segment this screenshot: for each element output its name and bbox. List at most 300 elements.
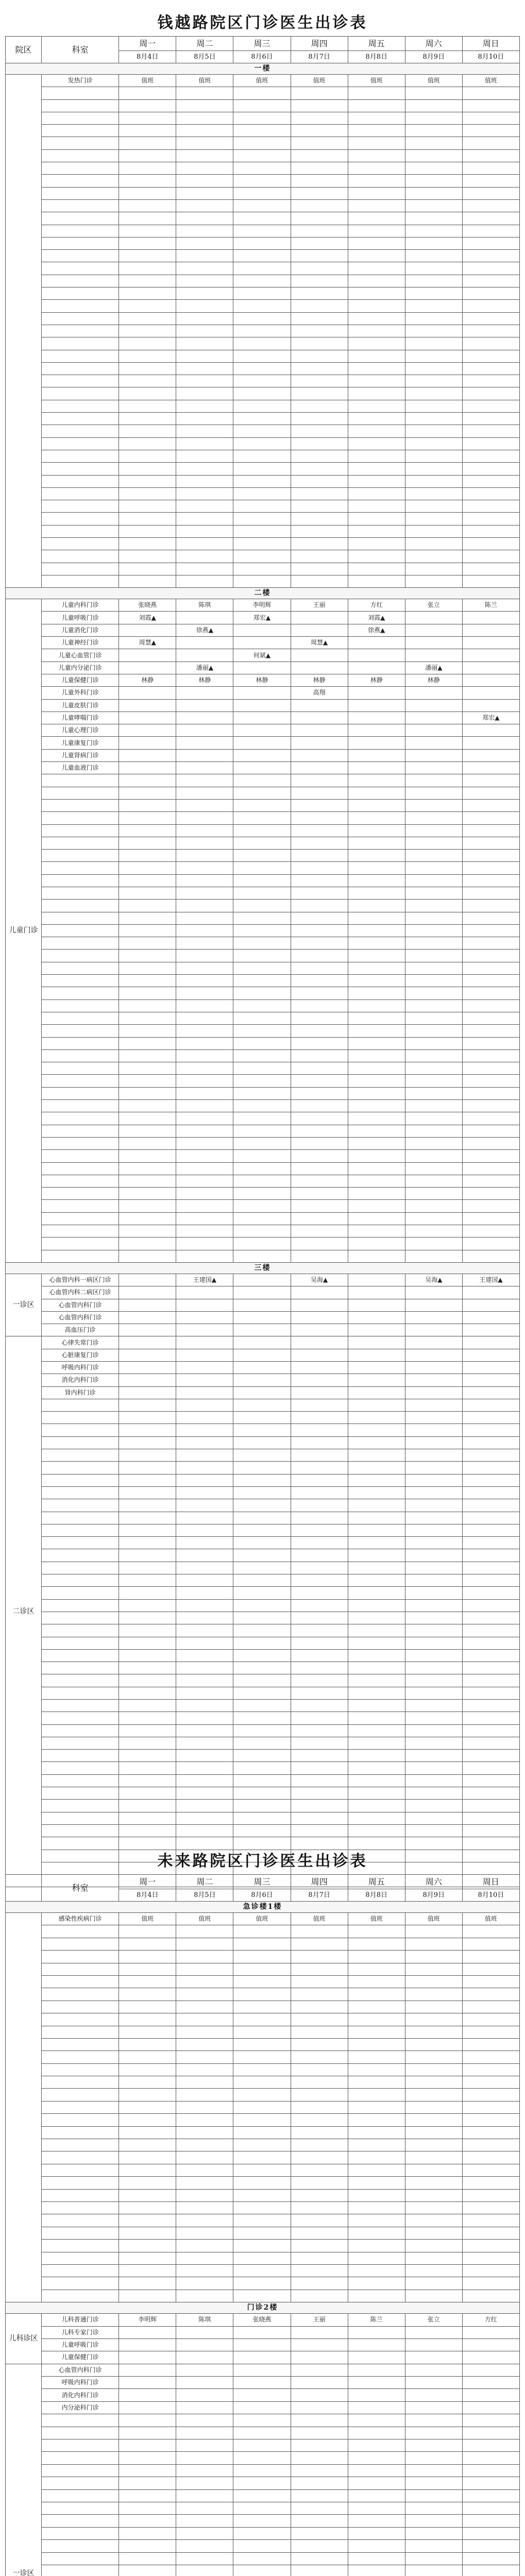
doctor-cell — [233, 2464, 291, 2477]
doctor-cell — [405, 1049, 462, 1062]
table-row — [6, 1324, 520, 1336]
dept-cell — [42, 2013, 119, 2026]
doctor-cell — [348, 774, 405, 787]
area-header: 院区 — [6, 37, 42, 63]
doctor-cell — [233, 1800, 291, 1812]
dept-cell: 儿童康复门诊 — [42, 737, 119, 749]
doctor-cell — [348, 1137, 405, 1149]
doctor-cell — [119, 812, 176, 824]
table-row — [6, 500, 520, 513]
doctor-cell — [291, 837, 348, 849]
doctor-cell — [233, 687, 291, 699]
doctor-cell — [405, 1361, 462, 1374]
doctor-cell — [176, 362, 233, 375]
doctor-cell — [462, 525, 519, 537]
doctor-cell — [176, 1599, 233, 1612]
doctor-cell — [348, 1574, 405, 1587]
doctor-cell — [291, 325, 348, 337]
doctor-cell — [176, 1175, 233, 1187]
doctor-cell — [119, 199, 176, 212]
dept-cell: 儿童皮肤门诊 — [42, 699, 119, 711]
table-row — [6, 1824, 520, 1837]
doctor-cell — [348, 1649, 405, 1662]
doctor-cell — [348, 1524, 405, 1536]
doctor-cell — [405, 1687, 462, 1699]
doctor-cell — [291, 337, 348, 350]
dept-cell — [42, 463, 119, 475]
doctor-cell — [119, 2201, 176, 2214]
doctor-cell — [233, 2527, 291, 2539]
doctor-cell — [119, 413, 176, 425]
doctor-cell — [405, 1075, 462, 1087]
doctor-cell — [348, 362, 405, 375]
doctor-cell — [119, 1951, 176, 1963]
doctor-cell — [233, 1250, 291, 1262]
doctor-cell: 值班 — [176, 1913, 233, 1925]
doctor-cell — [291, 1075, 348, 1087]
table-row — [6, 87, 520, 99]
doctor-cell — [176, 1188, 233, 1200]
doctor-cell — [462, 1486, 519, 1499]
dept-cell — [42, 1951, 119, 1963]
doctor-cell: 值班 — [462, 75, 519, 87]
doctor-cell — [348, 99, 405, 112]
doctor-cell — [291, 1225, 348, 1238]
table-row — [6, 1225, 520, 1238]
doctor-cell — [405, 1311, 462, 1324]
dept-cell — [42, 2126, 119, 2139]
table-row — [6, 2338, 520, 2351]
doctor-cell — [291, 175, 348, 187]
doctor-cell — [176, 724, 233, 737]
doctor-cell — [348, 2164, 405, 2176]
doctor-cell — [291, 125, 348, 137]
table-row — [6, 737, 520, 749]
table-row — [6, 1587, 520, 1599]
doctor-cell — [291, 1299, 348, 1311]
doctor-cell — [233, 2264, 291, 2277]
dept-cell — [42, 1624, 119, 1637]
doctor-cell — [233, 1311, 291, 1324]
doctor-cell — [348, 1837, 405, 1850]
dept-cell — [42, 1737, 119, 1749]
doctor-cell — [233, 1037, 291, 1049]
dept-cell — [42, 87, 119, 99]
doctor-cell — [176, 2189, 233, 2201]
doctor-cell — [348, 513, 405, 525]
doctor-cell — [176, 312, 233, 325]
doctor-cell — [119, 2464, 176, 2477]
doctor-cell — [119, 450, 176, 462]
doctor-cell — [348, 325, 405, 337]
doctor-cell — [462, 1549, 519, 1562]
doctor-cell — [462, 2477, 519, 2489]
table-row — [6, 1737, 520, 1749]
doctor-cell — [119, 1049, 176, 1062]
doctor-cell — [233, 99, 291, 112]
doctor-cell — [119, 2351, 176, 2364]
doctor-cell — [462, 2201, 519, 2214]
doctor-cell — [119, 1524, 176, 1536]
doctor-cell — [233, 1812, 291, 1824]
table-row — [6, 1963, 520, 1975]
doctor-cell — [405, 2502, 462, 2514]
doctor-cell — [405, 1975, 462, 1988]
doctor-cell — [405, 387, 462, 400]
dept-cell — [42, 1499, 119, 1512]
dept-cell — [42, 1474, 119, 1486]
table-row — [6, 1687, 520, 1699]
doctor-cell — [233, 1963, 291, 1975]
doctor-cell — [291, 924, 348, 937]
doctor-cell — [462, 1250, 519, 1262]
doctor-cell — [348, 1549, 405, 1562]
dept-cell — [42, 1100, 119, 1112]
doctor-cell — [462, 1963, 519, 1975]
doctor-cell — [348, 711, 405, 724]
dept-cell — [42, 874, 119, 887]
doctor-cell — [405, 187, 462, 199]
table-row — [6, 612, 520, 624]
doctor-cell — [348, 2364, 405, 2376]
dept-cell — [42, 2277, 119, 2290]
doctor-cell — [348, 1988, 405, 2001]
table-row — [6, 2464, 520, 2477]
doctor-cell — [462, 1524, 519, 1536]
doctor-cell — [462, 1812, 519, 1824]
doctor-cell — [119, 862, 176, 874]
doctor-cell — [348, 425, 405, 437]
doctor-cell — [462, 2414, 519, 2427]
doctor-cell — [462, 1324, 519, 1336]
doctor-cell — [291, 1737, 348, 1749]
doctor-cell — [462, 1925, 519, 1938]
doctor-cell — [119, 475, 176, 487]
doctor-cell — [348, 400, 405, 412]
doctor-cell — [348, 1311, 405, 1324]
doctor-cell — [291, 2240, 348, 2252]
doctor-cell — [119, 662, 176, 674]
doctor-cell — [233, 1025, 291, 1037]
table-row — [6, 749, 520, 761]
dept-cell — [42, 1837, 119, 1850]
doctor-cell — [233, 312, 291, 325]
doctor-cell — [291, 1412, 348, 1424]
dept-cell — [42, 1212, 119, 1225]
dept-cell — [42, 2038, 119, 2050]
table-row — [6, 1087, 520, 1099]
doctor-cell — [405, 1762, 462, 1774]
table-row — [6, 799, 520, 811]
doctor-cell — [291, 2038, 348, 2050]
doctor-cell — [405, 2489, 462, 2502]
doctor-cell — [348, 1975, 405, 1988]
dept-cell — [42, 1524, 119, 1536]
dept-cell — [42, 1824, 119, 1837]
doctor-cell — [233, 1774, 291, 1787]
doctor-cell — [462, 874, 519, 887]
doctor-cell — [233, 724, 291, 737]
doctor-cell — [119, 1512, 176, 1524]
dept-cell: 儿童哮喘门诊 — [42, 711, 119, 724]
dept-cell: 儿童保健门诊 — [42, 2351, 119, 2364]
doctor-cell — [348, 1436, 405, 1449]
dept-cell — [42, 437, 119, 450]
doctor-cell — [405, 2189, 462, 2201]
doctor-cell — [291, 2076, 348, 2089]
date-header: 8月8日 — [348, 51, 405, 63]
table-row — [6, 1412, 520, 1424]
doctor-cell — [291, 2364, 348, 2376]
doctor-cell — [119, 1112, 176, 1125]
doctor-cell — [462, 1374, 519, 1386]
doctor-cell: 张晓燕 — [119, 599, 176, 612]
doctor-cell — [119, 2101, 176, 2113]
table-row — [6, 1424, 520, 1436]
doctor-cell — [291, 2540, 348, 2552]
table-row — [6, 2089, 520, 2101]
doctor-cell — [291, 2401, 348, 2414]
doctor-cell — [176, 2114, 233, 2126]
doctor-cell — [233, 487, 291, 500]
doctor-cell — [176, 513, 233, 525]
doctor-cell — [291, 350, 348, 362]
doctor-cell — [348, 975, 405, 987]
doctor-cell — [291, 287, 348, 300]
doctor-cell: 值班 — [348, 75, 405, 87]
doctor-cell — [462, 824, 519, 837]
doctor-cell — [233, 837, 291, 849]
doctor-cell — [291, 874, 348, 887]
dept-cell — [42, 1012, 119, 1024]
doctor-cell: 陈兰 — [462, 599, 519, 612]
doctor-cell — [233, 2013, 291, 2026]
doctor-cell — [176, 2326, 233, 2338]
doctor-cell — [348, 2502, 405, 2514]
table-row — [6, 1212, 520, 1225]
doctor-cell — [348, 1674, 405, 1687]
doctor-cell — [176, 1150, 233, 1162]
date-header: 8月10日 — [462, 1889, 519, 1902]
table-row — [6, 812, 520, 824]
doctor-cell — [462, 687, 519, 699]
dept-cell — [42, 2489, 119, 2502]
dept-cell — [42, 1462, 119, 1474]
doctor-cell — [291, 1938, 348, 1950]
doctor-cell — [291, 887, 348, 900]
doctor-cell — [291, 225, 348, 237]
doctor-cell — [405, 537, 462, 550]
doctor-cell — [462, 749, 519, 761]
doctor-cell — [348, 824, 405, 837]
table-row — [6, 1524, 520, 1536]
doctor-cell — [233, 350, 291, 362]
table-row — [6, 537, 520, 550]
table-row — [6, 699, 520, 711]
dept-cell — [42, 850, 119, 862]
doctor-cell — [348, 463, 405, 475]
date-header: 8月7日 — [291, 1889, 348, 1902]
doctor-cell — [348, 862, 405, 874]
doctor-cell — [405, 1562, 462, 1574]
doctor-cell — [291, 1524, 348, 1536]
day-header: 周二 — [176, 37, 233, 51]
doctor-cell: 王建国▲ — [176, 1274, 233, 1286]
dept-cell — [42, 2201, 119, 2214]
dept-cell: 感染性疾病门诊 — [42, 1913, 119, 1925]
doctor-cell — [348, 2076, 405, 2089]
doctor-cell — [233, 1436, 291, 1449]
doctor-cell — [348, 2264, 405, 2277]
doctor-cell — [462, 2151, 519, 2164]
doctor-cell — [176, 799, 233, 811]
dept-cell — [42, 2189, 119, 2201]
doctor-cell — [405, 325, 462, 337]
doctor-cell — [405, 1812, 462, 1824]
doctor-cell — [176, 2240, 233, 2252]
doctor-cell — [348, 2489, 405, 2502]
doctor-cell — [176, 112, 233, 124]
doctor-cell — [405, 2038, 462, 2050]
doctor-cell — [291, 1975, 348, 1988]
doctor-cell — [291, 1399, 348, 1411]
doctor-cell — [233, 1150, 291, 1162]
doctor-cell — [176, 1951, 233, 1963]
date-header: 8月6日 — [233, 51, 291, 63]
dept-cell — [42, 1712, 119, 1724]
doctor-cell — [176, 787, 233, 799]
doctor-cell — [233, 2164, 291, 2176]
doctor-cell — [462, 575, 519, 587]
doctor-cell — [233, 812, 291, 824]
table-row — [6, 1150, 520, 1162]
doctor-cell — [291, 237, 348, 249]
doctor-cell — [405, 2139, 462, 2151]
doctor-cell — [291, 2026, 348, 2038]
doctor-cell — [233, 125, 291, 137]
table-row — [6, 962, 520, 974]
doctor-cell: 值班 — [462, 1913, 519, 1925]
doctor-cell — [119, 537, 176, 550]
table-row — [6, 99, 520, 112]
doctor-cell — [462, 1687, 519, 1699]
dept-cell — [42, 1175, 119, 1187]
doctor-cell — [291, 2338, 348, 2351]
doctor-cell — [405, 637, 462, 649]
dept-cell — [42, 487, 119, 500]
doctor-cell — [291, 1599, 348, 1612]
doctor-cell — [119, 325, 176, 337]
table-row — [6, 1137, 520, 1149]
table-row — [6, 2515, 520, 2527]
table-row — [6, 413, 520, 425]
doctor-cell — [348, 1762, 405, 1774]
dept-cell: 高血压门诊 — [42, 1324, 119, 1336]
doctor-cell — [348, 87, 405, 99]
doctor-cell — [291, 2527, 348, 2539]
doctor-cell — [119, 1449, 176, 1462]
doctor-cell — [405, 1637, 462, 1649]
doctor-cell — [462, 275, 519, 287]
doctor-cell — [291, 162, 348, 175]
date-header: 8月4日 — [119, 1889, 176, 1902]
doctor-cell — [348, 1012, 405, 1024]
dept-cell — [42, 1238, 119, 1250]
doctor-cell — [348, 187, 405, 199]
doctor-cell — [233, 1612, 291, 1624]
doctor-cell — [119, 300, 176, 312]
doctor-cell — [291, 1449, 348, 1462]
doctor-cell — [233, 862, 291, 874]
dept-cell: 儿童肾病门诊 — [42, 749, 119, 761]
doctor-cell — [405, 1951, 462, 1963]
area-cell — [6, 75, 42, 588]
day-header: 周六 — [405, 1875, 462, 1889]
doctor-cell — [348, 2240, 405, 2252]
doctor-cell — [291, 1637, 348, 1649]
doctor-cell — [291, 1250, 348, 1262]
doctor-cell — [119, 2477, 176, 2489]
doctor-cell — [462, 762, 519, 774]
doctor-cell — [233, 799, 291, 811]
doctor-cell — [405, 2013, 462, 2026]
table-row — [6, 2326, 520, 2338]
doctor-cell — [233, 2076, 291, 2089]
doctor-cell — [291, 1062, 348, 1075]
doctor-cell — [462, 799, 519, 811]
doctor-cell — [233, 1399, 291, 1411]
doctor-cell — [291, 2126, 348, 2139]
doctor-cell — [462, 537, 519, 550]
doctor-cell — [119, 237, 176, 249]
doctor-cell — [462, 862, 519, 874]
dept-cell — [42, 1724, 119, 1737]
doctor-cell — [176, 1162, 233, 1175]
doctor-cell — [348, 1324, 405, 1336]
floor-label: 一楼 — [6, 63, 520, 75]
doctor-cell — [176, 2489, 233, 2502]
doctor-cell — [233, 1299, 291, 1311]
doctor-cell — [176, 2164, 233, 2176]
doctor-cell — [233, 1737, 291, 1749]
doctor-cell — [233, 2189, 291, 2201]
table-row — [6, 1662, 520, 1674]
doctor-cell — [462, 1674, 519, 1687]
doctor-cell — [348, 2414, 405, 2427]
dept-cell — [42, 1075, 119, 1087]
doctor-cell — [348, 175, 405, 187]
doctor-cell — [119, 337, 176, 350]
dept-cell — [42, 1925, 119, 1938]
table-row — [6, 1012, 520, 1024]
doctor-cell: 徐燕▲ — [348, 624, 405, 636]
doctor-cell — [405, 900, 462, 912]
floor-band — [6, 2302, 520, 2314]
doctor-cell — [405, 413, 462, 425]
doctor-cell — [348, 1750, 405, 1762]
doctor-cell — [291, 1687, 348, 1699]
doctor-cell — [176, 1649, 233, 1662]
doctor-cell: 张立 — [405, 599, 462, 612]
doctor-cell — [233, 2214, 291, 2227]
dept-cell: 儿童呼吸门诊 — [42, 612, 119, 624]
doctor-cell — [233, 962, 291, 974]
doctor-cell — [233, 1700, 291, 1712]
doctor-cell — [176, 87, 233, 99]
table-row — [6, 563, 520, 575]
dept-cell — [42, 2177, 119, 2189]
doctor-cell — [176, 575, 233, 587]
